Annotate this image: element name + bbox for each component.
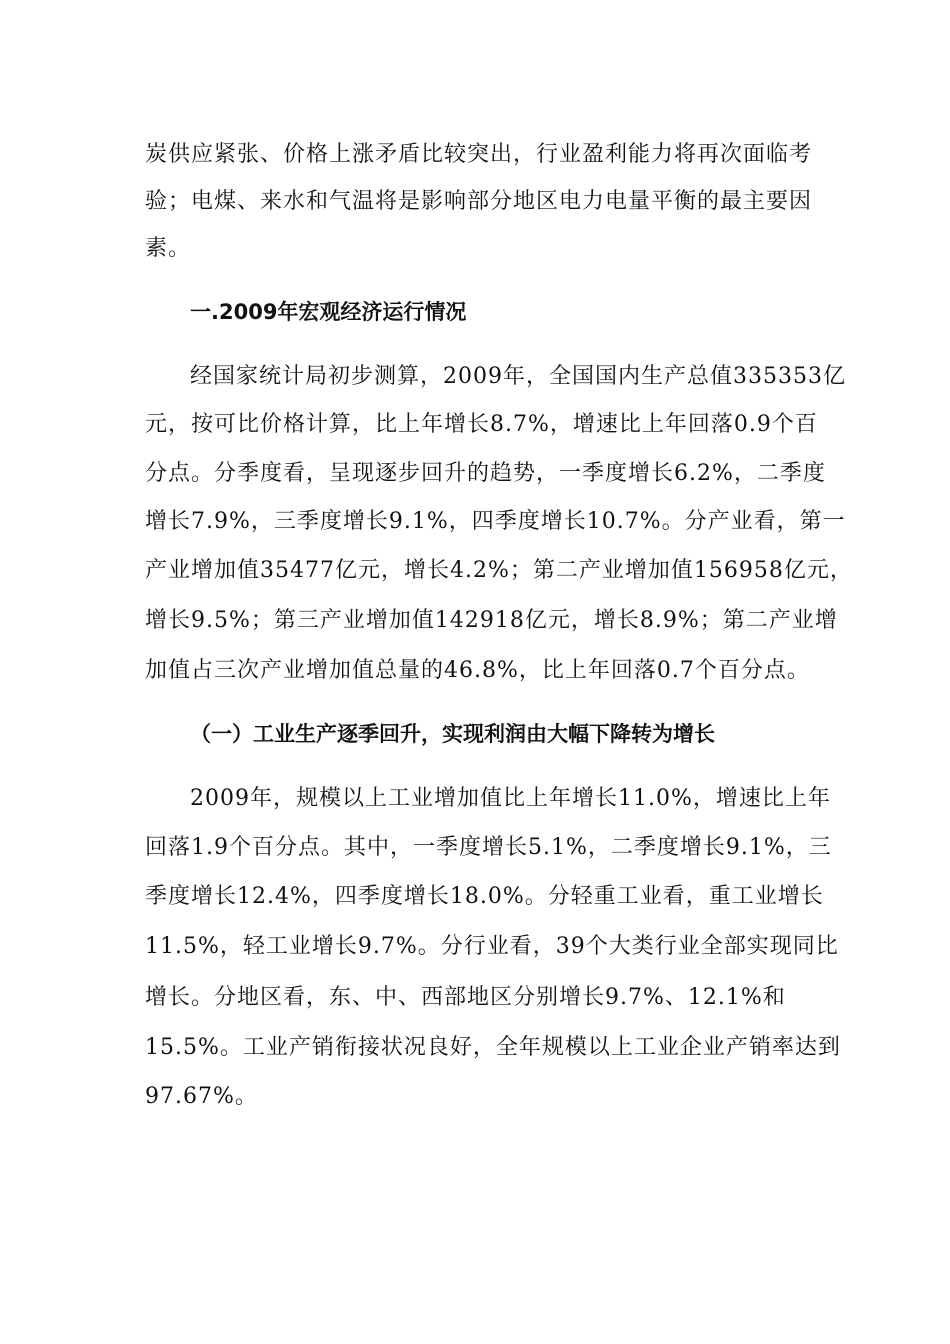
section-paragraph-line-5: 产业增加值35477亿元，增长4.2%；第二产业增加值156958亿元， <box>145 558 853 583</box>
subsection-paragraph-line-5: 增长。分地区看，东、中、西部地区分别增长9.7%、12.1%和 <box>145 985 786 1010</box>
subsection-paragraph-line-3: 季度增长12.4%，四季度增长18.0%。分轻重工业看，重工业增长 <box>145 884 824 909</box>
section-paragraph-line-2: 元，按可比价格计算，比上年增长8.7%，增速比上年回落0.9个百 <box>145 412 818 437</box>
subsection-paragraph-line-6: 15.5%。工业产销衔接状况良好，全年规模以上工业企业产销率达到 <box>145 1035 841 1060</box>
section-heading: 一.2009年宏观经济运行情况 <box>190 300 467 324</box>
subsection-paragraph-line-2: 回落1.9个百分点。其中，一季度增长5.1%，二季度增长9.1%，三 <box>145 835 832 860</box>
intro-line-3: 素。 <box>145 236 192 261</box>
subsection-paragraph-line-7: 97.67%。 <box>145 1084 258 1109</box>
section-paragraph-line-1: 经国家统计局初步测算，2009年，全国国内生产总值335353亿 <box>190 364 846 389</box>
intro-line-1: 炭供应紧张、价格上涨矛盾比较突出，行业盈利能力将再次面临考 <box>145 142 813 167</box>
intro-line-2: 验；电煤、来水和气温将是影响部分地区电力电量平衡的最主要因 <box>145 189 813 214</box>
section-paragraph-line-3: 分点。分季度看，呈现逐步回升的趋势，一季度增长6.2%，二季度 <box>145 461 826 486</box>
subsection-paragraph-line-4: 11.5%，轻工业增长9.7%。分行业看，39个大类行业全部实现同比 <box>145 934 839 959</box>
section-paragraph-line-4: 增长7.9%，三季度增长9.1%，四季度增长10.7%。分产业看，第一 <box>145 509 846 534</box>
section-paragraph-line-6: 增长9.5%；第三产业增加值142918亿元，增长8.9%；第二产业增 <box>145 608 838 633</box>
subsection-heading: （一）工业生产逐季回升，实现利润由大幅下降转为增长 <box>190 722 715 746</box>
section-paragraph-line-7: 加值占三次产业增加值总量的46.8%，比上年回落0.7个百分点。 <box>145 658 810 683</box>
subsection-paragraph-line-1: 2009年，规模以上工业增加值比上年增长11.0%，增速比上年 <box>190 786 831 811</box>
